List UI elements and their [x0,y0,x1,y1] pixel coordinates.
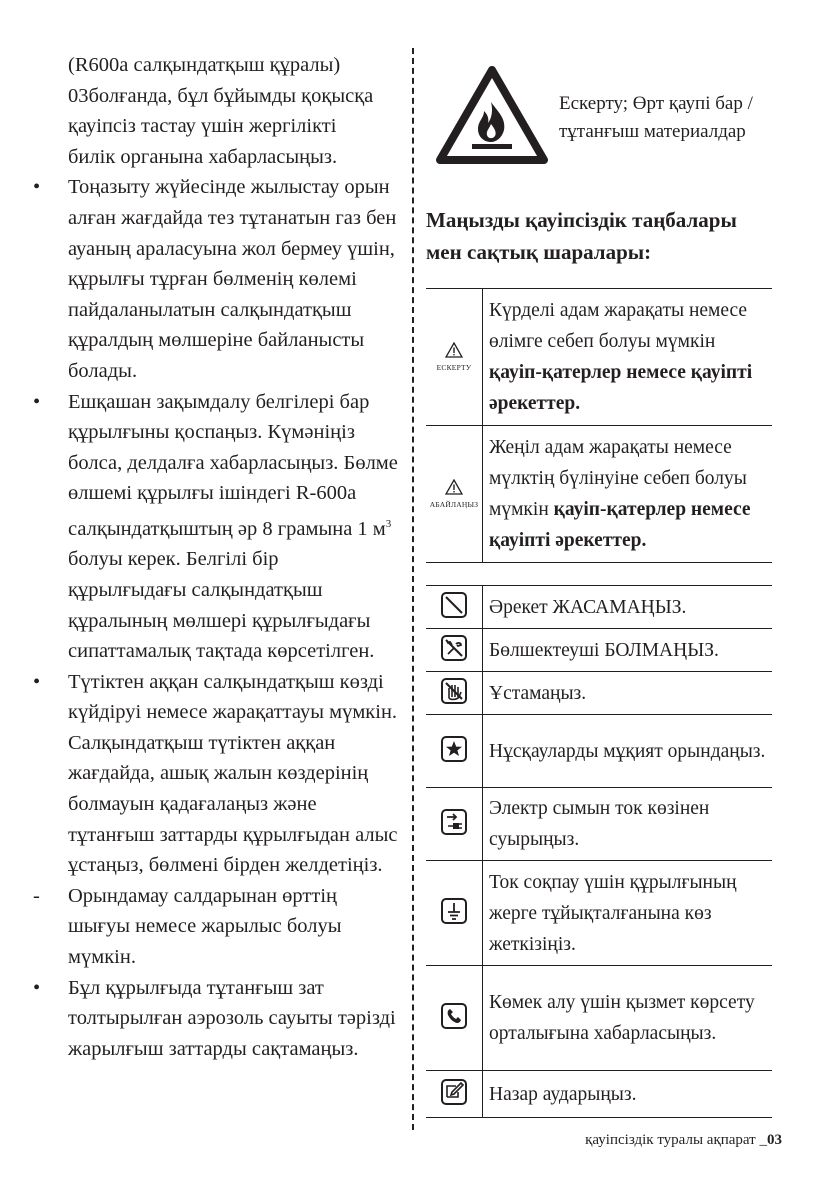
table-row [426,629,772,672]
note-icon [440,1078,468,1106]
symbol-text: Бөлшектеуші БОЛМАҢЫЗ. [483,629,773,672]
no-action-icon [440,591,468,619]
signal-text-plain: Жеңіл адам жарақаты немесе мүлктің бүлінуіне себеп болуы мүмкін [489,437,747,520]
bullet-mark: • [33,976,41,999]
caution-triangle-icon [445,479,463,495]
flammable-warning-icon [436,66,548,164]
signal-cell [426,289,483,426]
table-row [426,289,772,426]
bullet-text-a: Ешқашан зақымдалу белгілері бар құрылғыны қоспаңыз. Күмәніңіз болса, делдалға хабарласыңыз. Бөлме өлшемі құрылғы ішіндегі R-600а салқындатқыштың әр 8 грамына 1 м [68,390,398,540]
para-line-1: (R600а салқындатқыш құралы) [68,54,341,76]
symbol-text: Ұстамаңыз. [483,672,773,715]
signal-label: АБАЙЛАҢЫЗ [429,500,479,509]
bullet-mark: • [33,670,41,693]
left-column [28,50,398,1064]
table-row [426,715,772,788]
fire-warning [426,56,772,171]
signal-cell [426,426,483,563]
dash-item-consequence [28,881,398,973]
symbol-cell [426,672,483,715]
para-line-3: қауіпсіз тастау үшін жергілікті [68,115,337,138]
table-row [426,788,772,861]
bullet-item-leak [28,667,398,881]
bullet-mark: • [33,176,41,199]
heading-line-1: Маңызды қауіпсіздік таңбалары [426,208,737,232]
bullet-text: Бұл құрылғыда тұтанғыш зат толтырылған аэрозоль сауыты тәрізді жарылғыш заттарды сақтамаңыз. [68,976,396,1060]
symbol-cell [426,861,483,966]
footer-label: қауіпсіздік туралы ақпарат _ [585,1132,767,1148]
heading-line-2: мен сақтық шаралары: [426,240,652,264]
warning-caption [559,90,753,146]
warning-caption-line-1: Ескерту; Өрт қаупі бар / [559,93,753,114]
dash-text: Орындамау салдарынан өрттің шығуы немесе жарылыс болуы мүмкін. [68,884,342,969]
bullet-item-aerosol [28,973,398,1065]
bullet-item-room-size [28,387,398,667]
bullet-item-ventilation [28,172,398,386]
symbol-table [426,585,772,1118]
signal-label: ЕСКЕРТУ [436,363,472,372]
table-row [426,672,772,715]
table-row [426,1071,772,1118]
table-row [426,966,772,1071]
phone-icon [440,1002,468,1030]
unplug-icon [440,808,468,836]
symbol-cell [426,715,483,788]
warning-triangle-icon [445,342,463,358]
symbol-text: Электр сымын ток көзінен суырыңыз. [483,788,773,861]
no-touch-icon [440,677,468,705]
signal-text-bold: қауіп-қатерлер немесе қауіпті әрекеттер. [489,362,753,414]
table-row [426,861,772,966]
table-row [426,586,772,629]
table-row [426,426,772,563]
paragraph-continued [28,50,398,172]
bullet-text: Түтіктен аққан салқындатқыш көзді күйдіруі немесе жарақаттауы мүмкін. Салқындатқыш түтіктен аққан жағдайда, ашық жалын көздерінің болмауын қадағалаңыз және тұтанғыш заттарды құрылғыдан алыс ұстаңыз, бөлмені бірден желдетіңіз. [68,670,398,877]
para-line-4: билік органына хабарласыңыз. [68,145,338,168]
signal-text-plain: Күрделі адам жарақаты немесе өлімге себеп болуы мүмкін [489,300,748,352]
warning-caption-line-2: тұтанғыш материалдар [559,121,746,142]
follow-instructions-icon [440,735,468,763]
signal-text [483,426,773,563]
dash-mark: - [33,884,40,907]
symbol-text: Назар аударыңыз. [483,1071,773,1118]
signal-word-table [426,288,772,563]
section-heading [426,204,772,268]
symbol-cell [426,1071,483,1118]
symbol-cell [426,586,483,629]
symbol-cell [426,966,483,1071]
symbol-cell [426,788,483,861]
ground-icon [440,897,468,925]
bullet-text: Тоңазыту жүйесінде жылыстау орын алған жағдайда тез тұтанатын газ бен ауаның араласуына жол бермеу үшін, құрылғы тұрған бөлменің көлемі пайдаланылатын салқындатқыш құралдың мөлшеріне байланысты болады. [68,176,397,382]
symbol-text: Көмек алу үшін қызмет көрсету орталығына хабарласыңыз. [483,966,773,1071]
symbol-text: Әрекет ЖАСАМАҢЫЗ. [483,586,773,629]
right-column [426,56,772,1118]
symbol-text: Нұсқауларды мұқият орындаңыз. [483,715,773,788]
signal-text [483,289,773,426]
page-footer [585,1132,782,1149]
superscript: 3 [385,517,392,530]
symbol-cell [426,629,483,672]
para-line-2: 03болғанда, бұл бұйымды қоқысқа [68,84,374,107]
bullet-text-b: болуы керек. Белгілі бір құрылғыдағы салқындатқыш құралының мөлшері құрылғыдағы сипаттамалық тақтада көрсетілген. [68,548,375,663]
column-divider [412,48,414,1130]
no-disassemble-icon [440,634,468,662]
symbol-text: Ток соқпау үшін құрылғының жерге тұйықталғанына көз жеткізіңіз. [483,861,773,966]
bullet-mark: • [33,390,41,413]
page-number: 03 [767,1132,782,1148]
signal-text-bold: қауіп-қатерлер немесе қауіпті әрекеттер. [489,499,751,551]
